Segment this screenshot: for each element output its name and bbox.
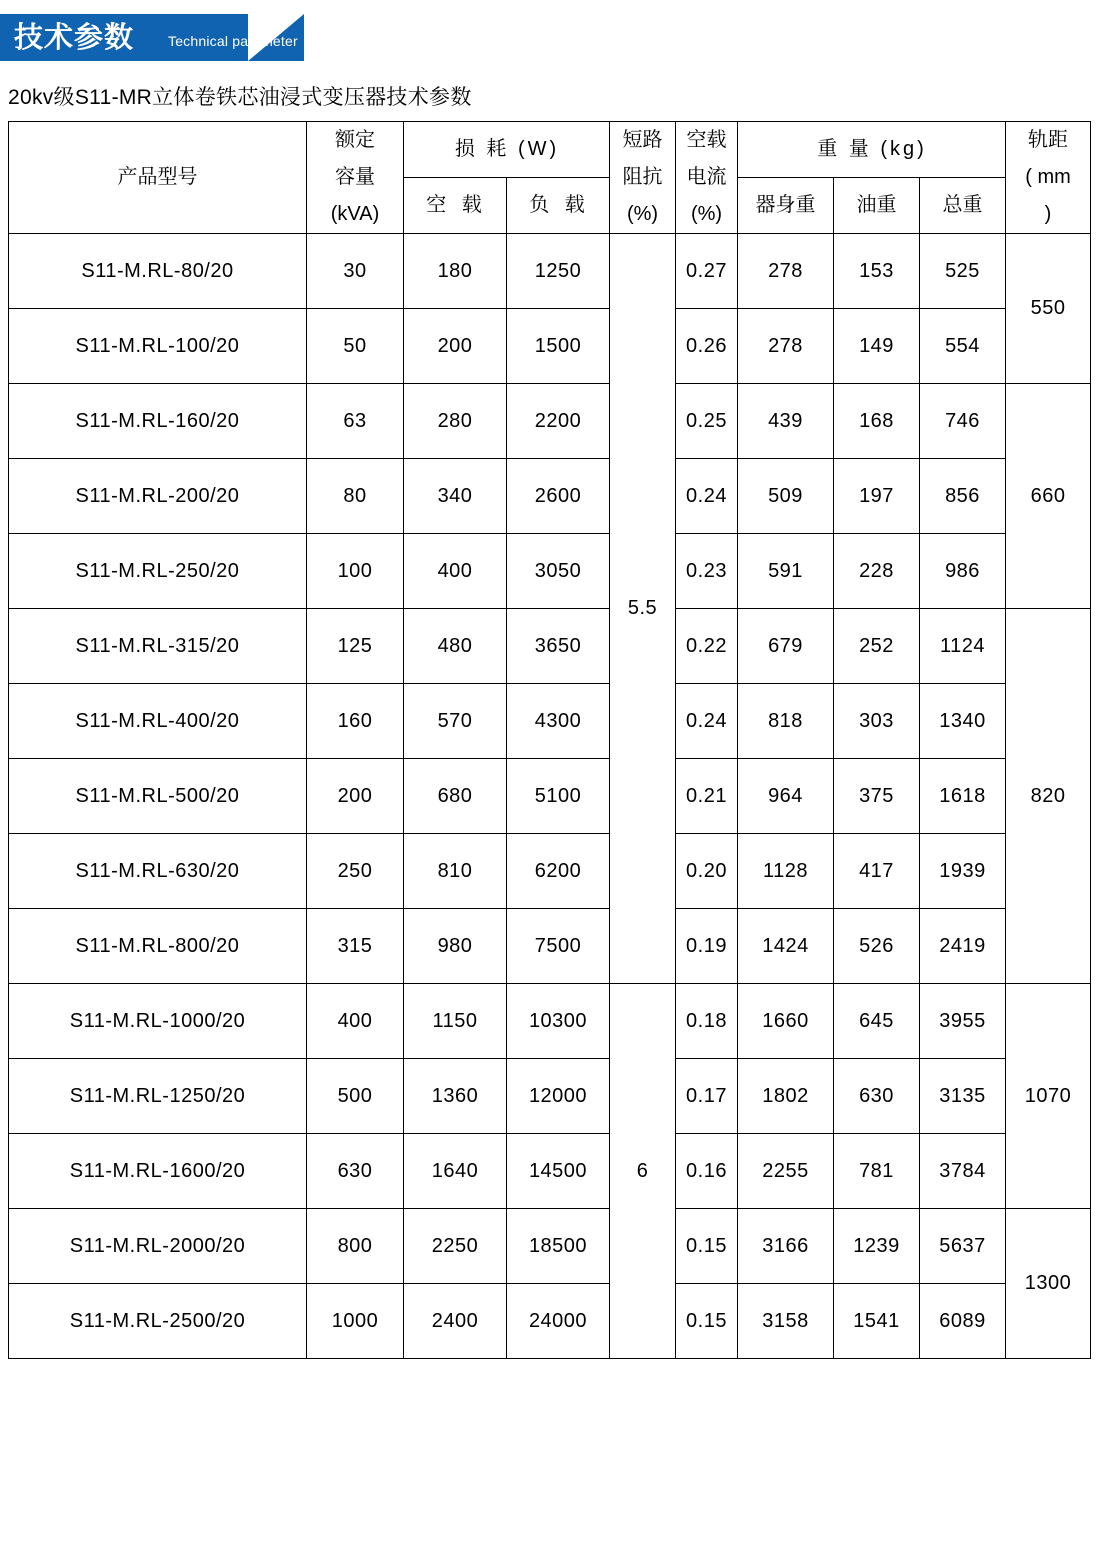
table-row [9,609,1091,684]
cell-noload-current: 0.17 [676,1059,738,1134]
cell-model: S11-M.RL-2000/20 [9,1209,307,1284]
header-weight-core [738,178,834,234]
cell-loss-noload: 1640 [404,1134,507,1209]
table-row [9,1209,1091,1284]
cell-weight-oil: 252 [834,609,920,684]
cell-loss-load: 14500 [507,1134,610,1209]
cell-weight-total: 525 [920,234,1006,309]
cell-weight-oil: 1239 [834,1209,920,1284]
cell-noload-current: 0.26 [676,309,738,384]
cell-loss-noload: 810 [404,834,507,909]
header-current-line3: (%) [690,203,723,225]
cell-loss-noload: 570 [404,684,507,759]
header-current-line2: 电流 [686,166,727,188]
table-row [9,1134,1091,1209]
cell-noload-current: 0.24 [676,684,738,759]
header-loss-noload [404,178,507,234]
cell-weight-oil: 197 [834,459,920,534]
cell-rated-capacity: 1000 [307,1284,404,1359]
cell-weight-total: 554 [920,309,1006,384]
cell-weight-total: 2419 [920,909,1006,984]
cell-weight-total: 746 [920,384,1006,459]
cell-weight-core: 439 [738,384,834,459]
table-row [9,459,1091,534]
cell-loss-load: 7500 [507,909,610,984]
header-model-label: 产品型号 [117,166,198,188]
cell-weight-total: 856 [920,459,1006,534]
cell-loss-noload: 1360 [404,1059,507,1134]
table-row [9,984,1091,1059]
cell-model: S11-M.RL-2500/20 [9,1284,307,1359]
cell-noload-current: 0.20 [676,834,738,909]
cell-weight-oil: 303 [834,684,920,759]
cell-loss-load: 3050 [507,534,610,609]
cell-loss-load: 2600 [507,459,610,534]
cell-weight-total: 3955 [920,984,1006,1059]
cell-weight-oil: 526 [834,909,920,984]
cell-loss-noload: 680 [404,759,507,834]
cell-weight-total: 6089 [920,1284,1006,1359]
cell-loss-load: 3650 [507,609,610,684]
cell-weight-core: 1660 [738,984,834,1059]
cell-weight-oil: 645 [834,984,920,1059]
cell-noload-current: 0.15 [676,1284,738,1359]
cell-gauge: 1300 [1006,1209,1091,1359]
cell-noload-current: 0.23 [676,534,738,609]
cell-gauge: 660 [1006,384,1091,609]
cell-rated-capacity: 800 [307,1209,404,1284]
table-row [9,534,1091,609]
cell-model: S11-M.RL-1250/20 [9,1059,307,1134]
table-row [9,1284,1091,1359]
header-weight-oil [834,178,920,234]
cell-noload-current: 0.18 [676,984,738,1059]
cell-loss-load: 4300 [507,684,610,759]
cell-weight-total: 1939 [920,834,1006,909]
cell-weight-total: 3784 [920,1134,1006,1209]
table-row [9,1059,1091,1134]
cell-rated-capacity: 160 [307,684,404,759]
cell-rated-capacity: 400 [307,984,404,1059]
cell-weight-oil: 153 [834,234,920,309]
header-weight-core-label: 器身重 [755,194,816,216]
cell-model: S11-M.RL-80/20 [9,234,307,309]
cell-weight-total: 1124 [920,609,1006,684]
cell-rated-capacity: 100 [307,534,404,609]
cell-weight-core: 3166 [738,1209,834,1284]
header-loss-group [404,122,610,178]
cell-loss-noload: 200 [404,309,507,384]
cell-noload-current: 0.16 [676,1134,738,1209]
header-gauge-line2: ( mm [1025,166,1071,188]
cell-loss-load: 2200 [507,384,610,459]
cell-loss-load: 18500 [507,1209,610,1284]
table-row [9,834,1091,909]
section-banner [0,14,340,61]
cell-loss-noload: 980 [404,909,507,984]
spec-table-container [0,121,1098,1359]
cell-rated-capacity: 200 [307,759,404,834]
header-weight-group [738,122,1006,178]
cell-rated-capacity: 125 [307,609,404,684]
cell-loss-load: 5100 [507,759,610,834]
header-model [9,122,307,234]
table-row [9,309,1091,384]
cell-loss-noload: 180 [404,234,507,309]
header-impedance-line3: (%) [626,203,659,225]
cell-rated-capacity: 250 [307,834,404,909]
table-row [9,909,1091,984]
cell-weight-oil: 168 [834,384,920,459]
cell-weight-oil: 630 [834,1059,920,1134]
cell-impedance: 6 [610,984,676,1359]
banner-title-en: Technical parameter [168,33,298,49]
table-row [9,759,1091,834]
cell-weight-core: 3158 [738,1284,834,1359]
header-weight-oil-label: 油重 [856,194,897,216]
cell-loss-load: 24000 [507,1284,610,1359]
header-impedance-line1: 短路 [622,129,663,151]
table-row [9,384,1091,459]
cell-noload-current: 0.15 [676,1209,738,1284]
cell-model: S11-M.RL-630/20 [9,834,307,909]
cell-noload-current: 0.24 [676,459,738,534]
table-row [9,684,1091,759]
cell-rated-capacity: 630 [307,1134,404,1209]
cell-rated-capacity: 80 [307,459,404,534]
header-capacity-line3: (kVA) [330,203,380,225]
header-loss-load-label: 负 载 [529,194,590,216]
cell-gauge: 820 [1006,609,1091,984]
header-impedance-line2: 阻抗 [622,166,663,188]
cell-gauge: 1070 [1006,984,1091,1209]
cell-weight-core: 2255 [738,1134,834,1209]
cell-noload-current: 0.27 [676,234,738,309]
cell-model: S11-M.RL-500/20 [9,759,307,834]
cell-model: S11-M.RL-200/20 [9,459,307,534]
cell-model: S11-M.RL-1600/20 [9,1134,307,1209]
cell-weight-core: 1802 [738,1059,834,1134]
header-gauge-line1: 轨距 [1028,129,1069,151]
cell-loss-noload: 280 [404,384,507,459]
cell-weight-total: 3135 [920,1059,1006,1134]
header-loss-noload-label: 空 载 [426,194,487,216]
cell-loss-noload: 400 [404,534,507,609]
cell-gauge: 550 [1006,234,1091,384]
cell-model: S11-M.RL-100/20 [9,309,307,384]
cell-weight-core: 278 [738,309,834,384]
table-row [9,234,1091,309]
cell-rated-capacity: 50 [307,309,404,384]
header-weight-total-label: 总重 [942,194,983,216]
header-current-line1: 空载 [686,129,727,151]
cell-loss-load: 6200 [507,834,610,909]
cell-loss-noload: 2250 [404,1209,507,1284]
table-header [9,122,1091,234]
header-gauge-line3: ) [1044,203,1052,225]
header-impedance [610,122,676,234]
cell-weight-oil: 781 [834,1134,920,1209]
cell-rated-capacity: 500 [307,1059,404,1134]
cell-model: S11-M.RL-400/20 [9,684,307,759]
page-title: 20kv级S11-MR立体卷铁芯油浸式变压器技术参数 [8,86,472,109]
cell-loss-noload: 340 [404,459,507,534]
cell-noload-current: 0.25 [676,384,738,459]
cell-loss-noload: 1150 [404,984,507,1059]
cell-model: S11-M.RL-315/20 [9,609,307,684]
header-weight-total [920,178,1006,234]
cell-loss-noload: 2400 [404,1284,507,1359]
cell-weight-core: 591 [738,534,834,609]
header-rated-capacity [307,122,404,234]
cell-weight-total: 1618 [920,759,1006,834]
header-loss-label: 损 耗 (W) [454,138,560,160]
cell-loss-load: 10300 [507,984,610,1059]
cell-impedance: 5.5 [610,234,676,984]
cell-weight-core: 964 [738,759,834,834]
cell-weight-core: 679 [738,609,834,684]
cell-weight-core: 1424 [738,909,834,984]
cell-weight-oil: 417 [834,834,920,909]
header-capacity-line2: 容量 [335,166,375,188]
cell-model: S11-M.RL-250/20 [9,534,307,609]
cell-noload-current: 0.21 [676,759,738,834]
cell-weight-core: 818 [738,684,834,759]
cell-loss-load: 1500 [507,309,610,384]
cell-weight-oil: 375 [834,759,920,834]
cell-model: S11-M.RL-1000/20 [9,984,307,1059]
technical-parameter-table [8,121,1091,1359]
cell-weight-core: 278 [738,234,834,309]
banner-title-cn: 技术参数 [14,22,135,54]
cell-loss-load: 12000 [507,1059,610,1134]
cell-noload-current: 0.19 [676,909,738,984]
cell-loss-noload: 480 [404,609,507,684]
header-gauge [1006,122,1091,234]
cell-weight-oil: 1541 [834,1284,920,1359]
header-loss-load [507,178,610,234]
header-noload-current [676,122,738,234]
cell-weight-oil: 149 [834,309,920,384]
cell-model: S11-M.RL-800/20 [9,909,307,984]
cell-weight-core: 1128 [738,834,834,909]
cell-weight-total: 5637 [920,1209,1006,1284]
cell-noload-current: 0.22 [676,609,738,684]
header-weight-label: 重 量 (kg) [817,138,927,160]
cell-weight-oil: 228 [834,534,920,609]
table-body [9,234,1091,1359]
cell-rated-capacity: 63 [307,384,404,459]
cell-weight-core: 509 [738,459,834,534]
cell-rated-capacity: 315 [307,909,404,984]
cell-loss-load: 1250 [507,234,610,309]
cell-rated-capacity: 30 [307,234,404,309]
cell-weight-total: 1340 [920,684,1006,759]
cell-weight-total: 986 [920,534,1006,609]
cell-model: S11-M.RL-160/20 [9,384,307,459]
header-capacity-line1: 额定 [335,129,375,151]
